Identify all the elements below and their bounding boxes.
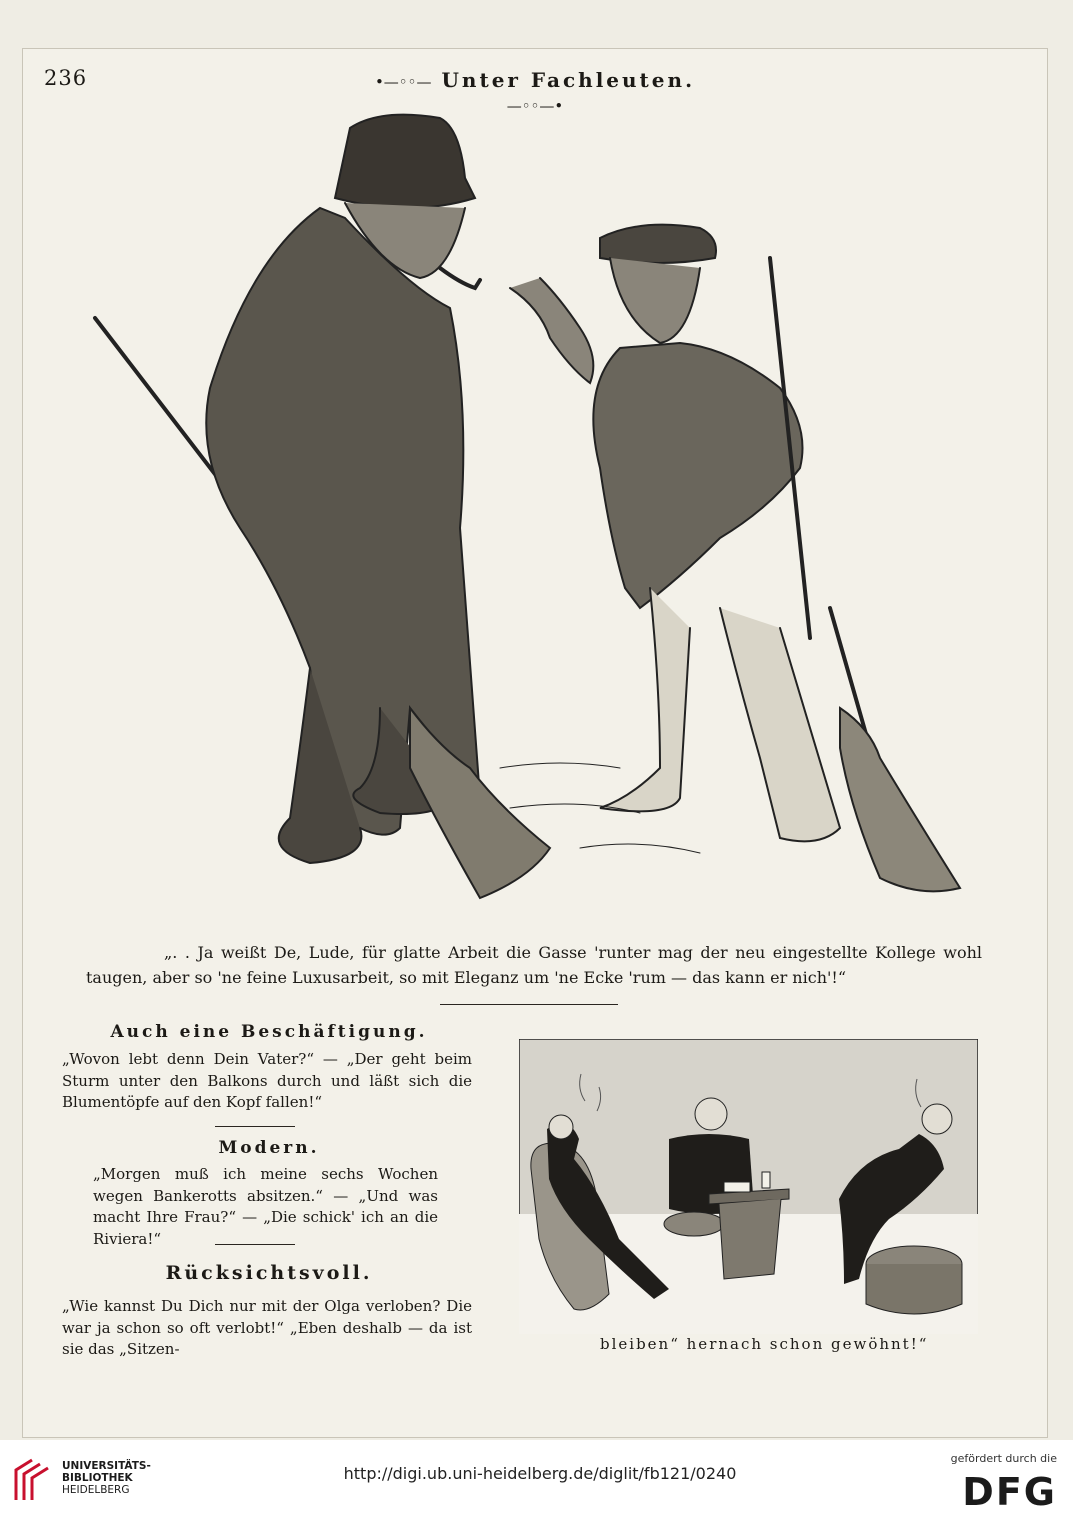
source-url-link[interactable]: http://digi.ub.uni-heidelberg.de/diglit/fb121/0240 [343, 1464, 737, 1483]
joke-text: „Wie kannst Du Dich nur mit der Olga verloben? Die war ja schon so oft verlobt!“ „Eben deshalb — da ist sie das „Sitzen- [62, 1297, 472, 1358]
funded-by-text: gefördert durch die [950, 1452, 1057, 1465]
divider [215, 1244, 295, 1245]
divider [440, 1004, 618, 1005]
ornament-icon: •—◦◦— [374, 73, 432, 91]
dfg-logo-icon: DFG [962, 1470, 1057, 1514]
library-name: UNIVERSITÄTS- BIBLIOTHEK HEIDELBERG [62, 1460, 151, 1496]
street-sweepers-illustration [80, 108, 980, 908]
page-number: 236 [44, 66, 88, 90]
joke-title: Auch eine Beschäftigung. [110, 1022, 428, 1042]
ornament-icon: —◦◦—• [506, 97, 564, 115]
joke-text: „Wovon lebt denn Dein Vater?“ — „Der geht beim Sturm unter den Balkons durch und läßt sich die Blumentöpfe auf den Kopf fallen!“ [62, 1050, 472, 1111]
university-library-logo-icon [12, 1456, 54, 1504]
main-caption: „. . Ja weißt De, Lude, für glatte Arbeit die Gasse 'runter mag der neu eingestellte Kollege wohl taugen, aber so 'ne feine Luxusarbeit, so mit Eleganz um 'ne Ecke 'rum — das kann er nich'!“ [86, 943, 982, 987]
joke-title: Rücksichtsvoll. [165, 1262, 373, 1284]
joke-title: Modern. [218, 1138, 320, 1158]
divider [215, 1126, 295, 1127]
parlor-scene-illustration [519, 1039, 978, 1334]
caption-continuation: bleiben“ hernach schon gewöhnt!“ [600, 1335, 929, 1353]
footer [0, 1440, 1073, 1521]
joke-text: „Morgen muß ich meine sechs Wochen wegen Bankerotts absitzen.“ — „Und was macht Ihre Frau?“ — „Die schick' ich an die Riviera!“ [93, 1165, 438, 1248]
running-head-title: Unter Fachleuten. [441, 68, 696, 92]
